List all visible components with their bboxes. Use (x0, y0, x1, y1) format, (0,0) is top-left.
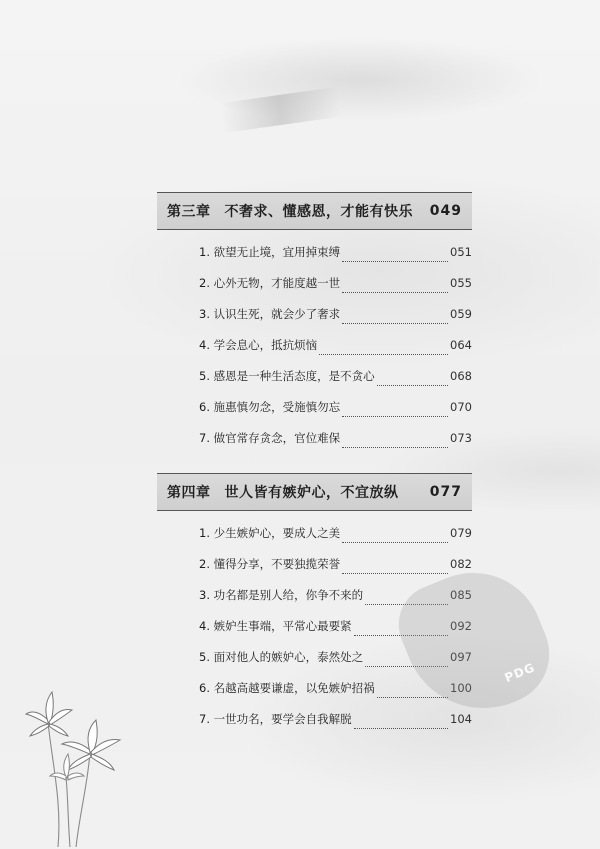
toc-entry-title: 7. 一世功名，要学会自我解脱 (199, 712, 352, 726)
toc-list (157, 230, 472, 461)
dot-leader (377, 385, 448, 386)
toc-entry-title: 4. 学会息心，抵抗烦恼 (199, 338, 318, 352)
chapter-page-number: 077 (429, 484, 462, 500)
toc-entry[interactable] (199, 306, 472, 337)
dot-leader (342, 542, 448, 543)
dot-leader (377, 697, 448, 698)
chapter-page-number: 049 (429, 203, 462, 219)
toc-entry-page: 068 (450, 369, 472, 383)
toc-entry-page: 073 (450, 431, 472, 445)
chapter-label: 第四章 (167, 485, 211, 501)
background-brush-wash (218, 87, 341, 133)
toc-entry[interactable] (199, 430, 472, 461)
chapter-label: 第三章 (167, 204, 211, 220)
watermark-text: PDG (502, 660, 538, 686)
toc-entry-page: 082 (450, 557, 472, 571)
chapter-section (157, 192, 472, 461)
dot-leader (342, 447, 448, 448)
chapter-title: 不奢求、懂感恩，才能有快乐 (224, 204, 413, 220)
toc-entry-title: 6. 名越高越要谦虚，以免嫉妒招祸 (199, 681, 375, 695)
toc-entry-page: 092 (450, 619, 472, 633)
toc-entry[interactable] (199, 368, 472, 399)
dot-leader (354, 728, 448, 729)
toc-entry-page: 100 (450, 681, 472, 695)
dot-leader (342, 261, 448, 262)
dot-leader (319, 354, 448, 355)
dot-leader (342, 292, 448, 293)
toc-entry-title: 5. 面对他人的嫉妒心，泰然处之 (199, 650, 364, 664)
toc-entry-title: 3. 认识生死，就会少了奢求 (199, 307, 341, 321)
toc-entry-page: 097 (450, 650, 472, 664)
toc-entry[interactable] (199, 275, 472, 306)
toc-entry-title: 4. 嫉妒生事端，平常心最要紧 (199, 619, 352, 633)
toc-entry-title: 7. 做官常存贪念，官位难保 (199, 431, 341, 445)
lotus-flower-icon (18, 682, 128, 847)
toc-entry-page: 070 (450, 400, 472, 414)
toc-entry-title: 2. 心外无物，才能度越一世 (199, 276, 341, 290)
toc-entry[interactable] (199, 244, 472, 275)
toc-entry[interactable] (199, 711, 472, 742)
toc-entry-page: 059 (450, 307, 472, 321)
toc-entry-page: 064 (450, 338, 472, 352)
dot-leader (342, 416, 448, 417)
toc-entry-title: 1. 少生嫉妒心，要成人之美 (199, 526, 341, 540)
chapter-header[interactable] (157, 473, 472, 511)
chapter-title: 世人皆有嫉妒心，不宜放纵 (224, 485, 399, 501)
toc-entry[interactable] (199, 337, 472, 368)
toc-entry[interactable] (199, 399, 472, 430)
toc-entry-title: 2. 懂得分享，不要独揽荣誉 (199, 557, 341, 571)
toc-entry-title: 5. 感恩是一种生活态度，是不贪心 (199, 369, 375, 383)
toc-entry-title: 3. 功名都是别人给，你争不来的 (199, 588, 364, 602)
toc-entry-page: 051 (450, 245, 472, 259)
toc-entry-title: 6. 施惠慎勿念，受施慎勿忘 (199, 400, 341, 414)
dot-leader (342, 573, 448, 574)
toc-entry-page: 055 (450, 276, 472, 290)
toc-entry-page: 079 (450, 526, 472, 540)
toc-entry-page: 104 (450, 712, 472, 726)
toc-entry[interactable] (199, 556, 472, 587)
dot-leader (342, 323, 448, 324)
toc-entry-page: 085 (450, 588, 472, 602)
chapter-header[interactable] (157, 192, 472, 230)
toc-entry-title: 1. 欲望无止境，宜用掉束缚 (199, 245, 341, 259)
toc-entry[interactable] (199, 525, 472, 556)
